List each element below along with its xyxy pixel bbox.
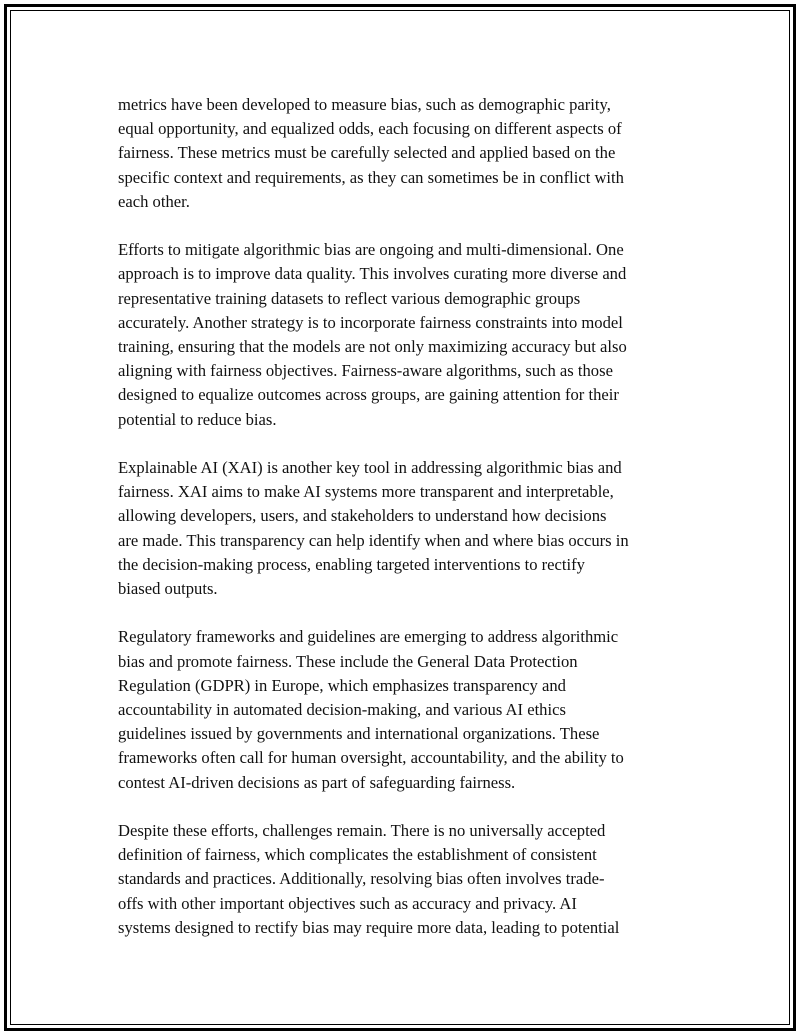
text-line: frameworks often call for human oversight, accountability, and the ability to xyxy=(118,748,624,768)
text-line: each other. xyxy=(118,191,190,211)
text-line: Regulatory frameworks and guidelines are emerging to address algorithmic xyxy=(118,627,619,647)
text-line: accountability in automated decision-making, and various AI ethics xyxy=(118,700,566,720)
text-line: fairness. XAI aims to make AI systems more transparent and interpretable, xyxy=(118,482,614,502)
text-line: representative training datasets to reflect various demographic groups xyxy=(118,288,581,308)
text-line: approach is to improve data quality. This involves curating more diverse and xyxy=(118,264,627,284)
text-line: training, ensuring that the models are not only maximizing accuracy but also xyxy=(118,337,627,357)
paragraph-remaining-challenges xyxy=(118,819,698,940)
paragraph-fairness-metrics xyxy=(118,93,698,214)
text-line: systems designed to rectify bias may require more data, leading to potential xyxy=(118,917,620,937)
text-line: standards and practices. Additionally, resolving bias often involves trade- xyxy=(118,869,605,889)
text-line: Efforts to mitigate algorithmic bias are ongoing and multi-dimensional. One xyxy=(118,240,624,260)
text-line: contest AI-driven decisions as part of safeguarding fairness. xyxy=(118,772,516,792)
text-line: potential to reduce bias. xyxy=(118,409,277,429)
text-line: Explainable AI (XAI) is another key tool in addressing algorithmic bias and xyxy=(118,458,622,478)
text-line: guidelines issued by governments and international organizations. These xyxy=(118,724,600,744)
paragraph-mitigation-efforts xyxy=(118,238,698,432)
text-line: aligning with fairness objectives. Fairness-aware algorithms, such as those xyxy=(118,361,613,381)
text-line: specific context and requirements, as they can sometimes be in conflict with xyxy=(118,167,624,187)
text-line: are made. This transparency can help identify when and where bias occurs in xyxy=(118,530,629,550)
text-line: definition of fairness, which complicates the establishment of consistent xyxy=(118,845,597,865)
text-line: offs with other important objectives such as accuracy and privacy. AI xyxy=(118,893,577,913)
text-line: designed to equalize outcomes across groups, are gaining attention for their xyxy=(118,385,619,405)
text-line: Despite these efforts, challenges remain. There is no universally accepted xyxy=(118,821,606,841)
text-line: bias and promote fairness. These include the General Data Protection xyxy=(118,651,578,671)
text-line: Regulation (GDPR) in Europe, which emphasizes transparency and xyxy=(118,675,566,695)
text-line: fairness. These metrics must be carefully selected and applied based on the xyxy=(118,143,616,163)
text-line: the decision-making process, enabling targeted interventions to rectify xyxy=(118,554,585,574)
text-line: equal opportunity, and equalized odds, each focusing on different aspects of xyxy=(118,119,622,139)
text-line: biased outputs. xyxy=(118,579,218,599)
document-body xyxy=(118,93,698,964)
text-line: metrics have been developed to measure bias, such as demographic parity, xyxy=(118,95,611,114)
text-line: allowing developers, users, and stakeholders to understand how decisions xyxy=(118,506,607,526)
paragraph-regulatory-frameworks xyxy=(118,625,698,794)
paragraph-explainable-ai xyxy=(118,456,698,601)
text-line: accurately. Another strategy is to incorporate fairness constraints into model xyxy=(118,312,623,332)
